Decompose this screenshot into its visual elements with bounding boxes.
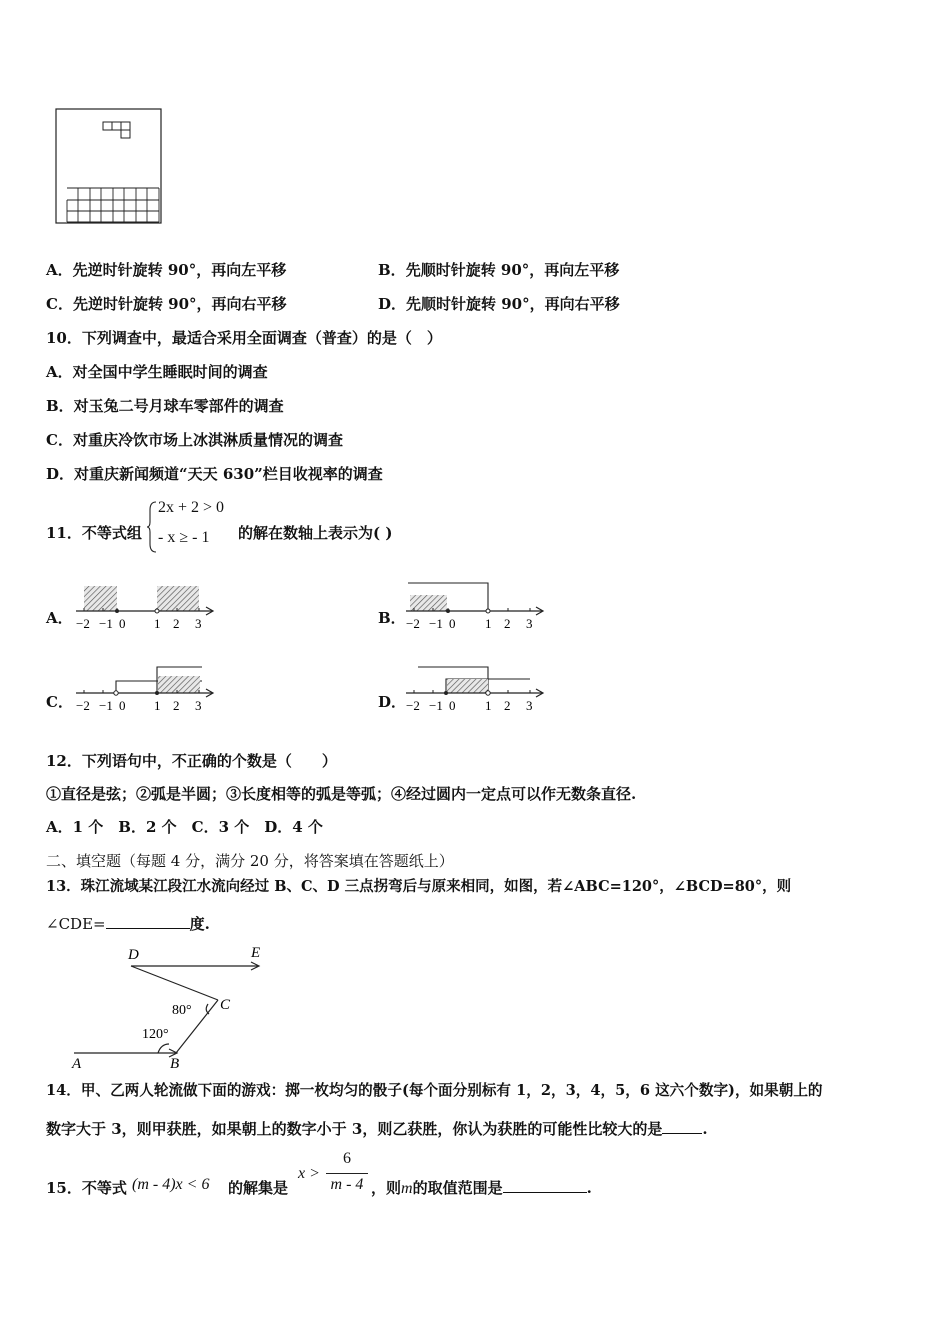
tick-label: −2 xyxy=(76,698,90,713)
q15-mid2: ，则m的取值范围是 . xyxy=(371,1179,592,1197)
q11-option-a-label: A． xyxy=(46,609,73,627)
tick-label: 0 xyxy=(449,698,456,713)
q10-option-a: A．对全国中学生睡眠时间的调查 xyxy=(46,363,268,381)
tick-label: −1 xyxy=(99,698,113,713)
tick-label: 0 xyxy=(119,616,126,631)
q15-prefix: 15．不等式 xyxy=(46,1179,127,1197)
tick-label: 2 xyxy=(504,698,511,713)
q11-numberline-d xyxy=(402,662,552,714)
tick-label: 3 xyxy=(195,616,202,631)
q9-option-c: C．先逆时针旋转 90°，再向右平移 xyxy=(46,295,287,313)
q9-option-d: D．先顺时针旋转 90°，再向右平移 xyxy=(378,295,620,313)
q11-suffix: 的解在数轴上表示为( ) xyxy=(238,524,393,542)
tick-label: 2 xyxy=(504,616,511,631)
q15-answer-blank[interactable] xyxy=(503,1178,587,1193)
tick-label: 3 xyxy=(195,698,202,713)
q13-answer-blank[interactable] xyxy=(106,914,190,929)
q13-line1: 13．珠江流域某江段江水流向经过 B、C、D 三点拐弯后与原来相同，如图，若∠ABC=120°，∠BCD=80°，则 xyxy=(46,878,792,895)
q13-label-e: E xyxy=(251,945,261,961)
tick-label: −1 xyxy=(99,616,113,631)
tick-label: 2 xyxy=(173,698,180,713)
tick-label: −1 xyxy=(429,698,443,713)
q15-xgt: x > xyxy=(298,1165,320,1182)
q13-label-d: D xyxy=(128,947,139,963)
q13-label-c: C xyxy=(220,997,231,1013)
q11-numberline-a xyxy=(72,580,222,632)
tick-label: −1 xyxy=(429,616,443,631)
tick-label: 2 xyxy=(173,616,180,631)
tick-label: 1 xyxy=(154,616,161,631)
tick-label: 1 xyxy=(154,698,161,713)
section-2-heading: 二、填空题（每题 4 分，满分 20 分，将答案填在答题纸上） xyxy=(46,852,454,870)
tick-label: 3 xyxy=(526,616,533,631)
q11-numberline-c xyxy=(72,662,222,714)
q12-options: A．1 个 B．2 个 C．3 个 D．4 个 xyxy=(46,818,323,836)
q11-numberline-b xyxy=(402,580,552,632)
q12-statement: ①直径是弦；②弧是半圆；③长度相等的弧是等弧；④经过圆内一定点可以作无数条直径. xyxy=(46,785,637,803)
tick-label: −2 xyxy=(406,616,420,631)
q9-figure xyxy=(55,108,165,226)
q11-option-d-label: D． xyxy=(378,693,407,711)
q14-line1: 14．甲、乙两人轮流做下面的游戏：掷一枚均匀的骰子(每个面分别标有 1，2，3，4，5，6 这六个数字)，如果朝上的 xyxy=(46,1082,823,1099)
q10-option-b: B．对玉兔二号月球车零部件的调查 xyxy=(46,397,284,415)
q15-mid: 的解集是 xyxy=(228,1179,289,1197)
q15-inequality: (m - 4)x < 6 xyxy=(132,1176,210,1193)
q15-numerator: 6 xyxy=(343,1150,351,1167)
q13-angle-80: 80° xyxy=(172,1003,192,1018)
q10-option-d: D．对重庆新闻频道“天天 630”栏目收视率的调查 xyxy=(46,465,383,483)
q9-option-b: B．先顺时针旋转 90°，再向左平移 xyxy=(378,261,620,279)
q9-option-a: A．先逆时针旋转 90°，再向左平移 xyxy=(46,261,287,279)
q14-answer-blank[interactable] xyxy=(662,1119,702,1134)
tick-label: 0 xyxy=(119,698,126,713)
q11-ineq-2: - x ≥ - 1 xyxy=(158,529,210,546)
q13-line2: ∠CDE= 度. xyxy=(46,915,210,933)
q11-ineq-1: 2x + 2 > 0 xyxy=(158,499,225,516)
q13-label-a: A xyxy=(72,1056,82,1072)
q10-option-c: C．对重庆冷饮市场上冰淇淋质量情况的调查 xyxy=(46,431,343,449)
tick-label: −2 xyxy=(76,616,90,631)
q14-line2: 数字大于 3，则甲获胜，如果朝上的数字小于 3，则乙获胜，你认为获胜的可能性比较大的是 . xyxy=(46,1120,708,1138)
tick-label: −2 xyxy=(406,698,420,713)
q11-option-c-label: C． xyxy=(46,693,73,711)
q11-prefix: 11．不等式组 xyxy=(46,524,142,542)
q13-label-b: B xyxy=(170,1056,180,1072)
tick-label: 1 xyxy=(485,616,492,631)
q10-stem: 10．下列调查中，最适合采用全面调查（普查）的是（ ） xyxy=(46,329,442,347)
q11-brace xyxy=(146,500,158,554)
tick-label: 0 xyxy=(449,616,456,631)
tick-label: 3 xyxy=(526,698,533,713)
q13-figure xyxy=(68,940,278,1072)
q11-option-b-label: B． xyxy=(378,609,406,627)
tick-label: 1 xyxy=(485,698,492,713)
q15-denominator: m - 4 xyxy=(330,1176,364,1193)
q15-fraction-bar xyxy=(326,1173,368,1174)
q12-stem: 12．下列语句中，不正确的个数是（ ） xyxy=(46,752,337,770)
q13-angle-120: 120° xyxy=(142,1027,169,1042)
